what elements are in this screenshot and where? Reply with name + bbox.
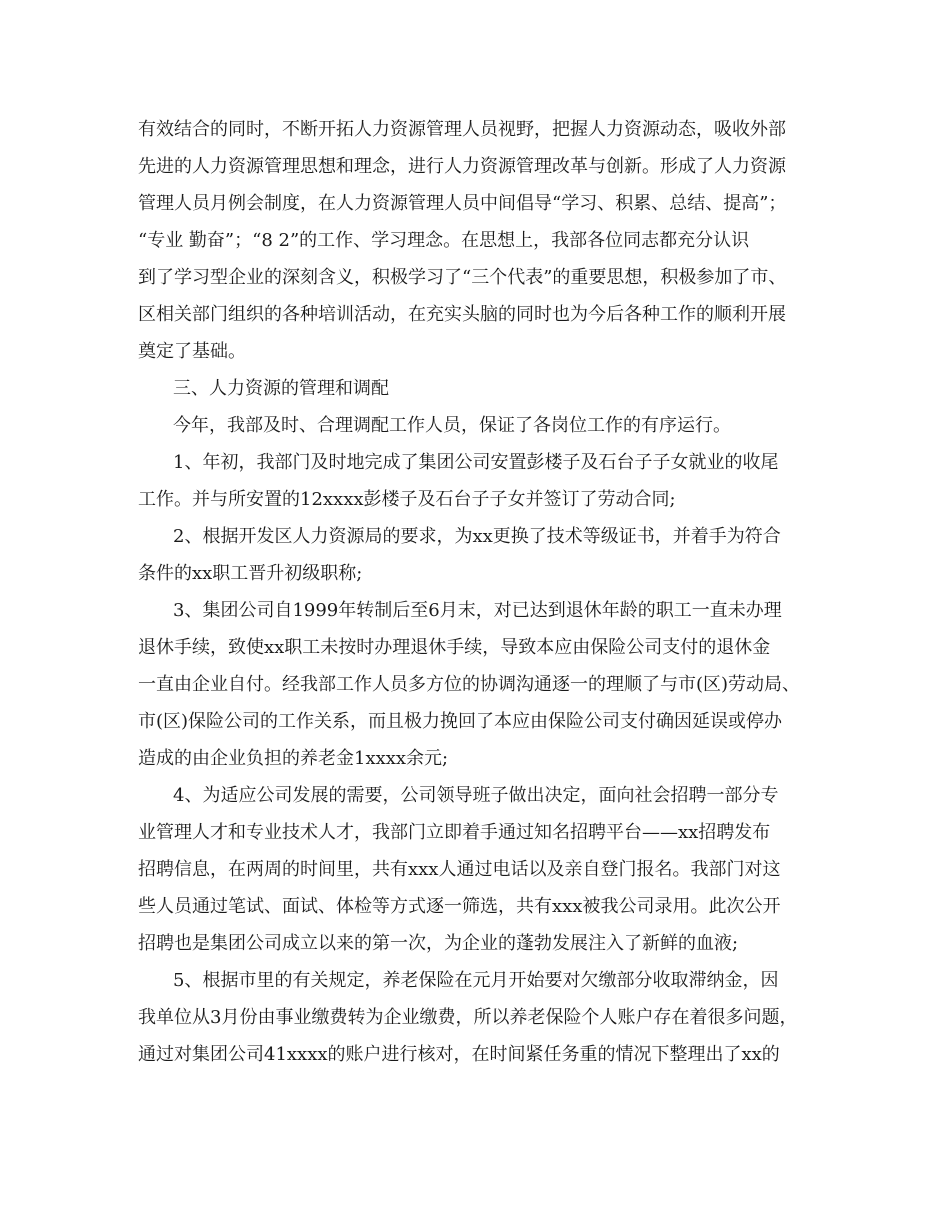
body-text-line: 我单位从3月份由事业缴费转为企业缴费，所以养老保险个人账户存在着很多问题， bbox=[138, 1007, 798, 1028]
body-text-line: 业管理人才和专业技术人才，我部门立即着手通过知名招聘平台——xx招聘发布 bbox=[138, 822, 771, 843]
body-text-line: “专业 勤奋”；“8 2”的工作、学习理念。在思想上，我部各位同志都充分认识 bbox=[138, 230, 750, 251]
body-text-line: 条件的xx职工晋升初级职称; bbox=[138, 563, 363, 584]
body-text-line: 些人员通过笔试、面试、体检等方式逐一筛选，共有xxx被我公司录用。此次公开 bbox=[138, 896, 781, 917]
list-item-line: 1、年初，我部门及时地完成了集团公司安置彭楼子及石台子子女就业的收尾 bbox=[173, 452, 779, 473]
body-text-line: 奠定了基础。 bbox=[138, 341, 246, 362]
body-text-line: 今年，我部及时、合理调配工作人员，保证了各岗位工作的有序运行。 bbox=[173, 415, 731, 436]
body-text-line: 招聘信息，在两周的时间里，共有xxx人通过电话以及亲自登门报名。我部门对这 bbox=[138, 859, 781, 880]
body-text-line: 造成的由企业负担的养老金1xxxx余元; bbox=[138, 748, 449, 769]
body-text-line: 先进的人力资源管理思想和理念，进行人力资源管理改革与创新。形成了人力资源 bbox=[138, 156, 786, 177]
body-text-line: 市(区)保险公司的工作关系，而且极力挽回了本应由保险公司支付确因延误或停办 bbox=[138, 711, 783, 732]
body-text-line: 管理人员月例会制度，在人力资源管理人员中间倡导“学习、积累、总结、提高”； bbox=[138, 193, 787, 214]
body-text-line: 招聘也是集团公司成立以来的第一次，为企业的蓬勃发展注入了新鲜的血液; bbox=[138, 933, 739, 954]
list-item-line: 3、集团公司自1999年转制后至6月末，对已达到退休年龄的职工一直未办理 bbox=[173, 600, 782, 621]
list-item-line: 4、为适应公司发展的需要，公司领导班子做出决定，面向社会招聘一部分专 bbox=[173, 785, 779, 806]
body-text-line: 一直由企业自付。经我部工作人员多方位的协调沟通逐一的理顺了与市(区)劳动局、 bbox=[138, 674, 801, 695]
list-item-line: 2、根据开发区人力资源局的要求，为xx更换了技术等级证书，并着手为符合 bbox=[173, 526, 781, 547]
list-item-line: 5、根据市里的有关规定，养老保险在元月开始要对欠缴部分收取滞纳金，因 bbox=[173, 970, 779, 991]
body-text-line: 退休手续，致使xx职工未按时办理退休手续，导致本应由保险公司支付的退休金 bbox=[138, 637, 771, 658]
body-text-line: 到了学习型企业的深刻含义，积极学习了“三个代表”的重要思想，积极参加了市、 bbox=[138, 267, 787, 288]
section-heading: 三、人力资源的管理和调配 bbox=[173, 378, 389, 399]
body-text-line: 有效结合的同时，不断开拓人力资源管理人员视野，把握人力资源动态，吸收外部 bbox=[138, 119, 786, 140]
body-text-line: 工作。并与所安置的12xxxx彭楼子及石台子子女并签订了劳动合同; bbox=[138, 489, 676, 510]
body-text-line: 通过对集团公司41xxxx的账户进行核对，在时间紧任务重的情况下整理出了xx的 bbox=[138, 1044, 780, 1065]
body-text-line: 区相关部门组织的各种培训活动，在充实头脑的同时也为今后各种工作的顺利开展 bbox=[138, 304, 786, 325]
